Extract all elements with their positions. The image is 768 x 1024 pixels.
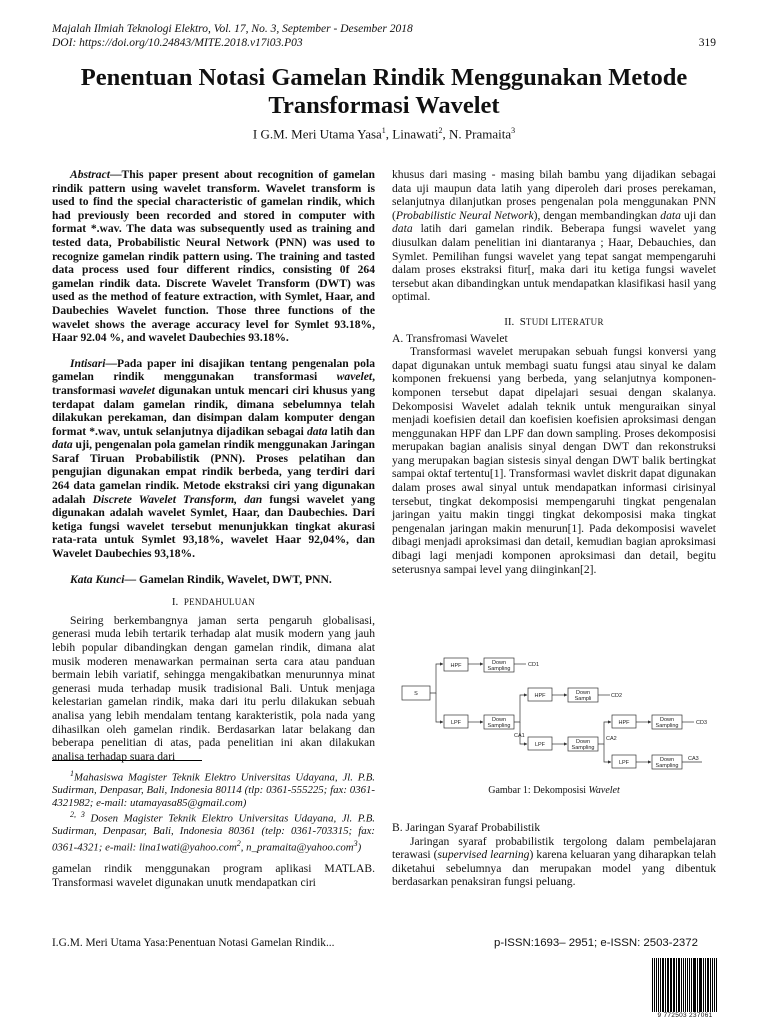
wavelet-paragraph: Transformasi wavelet merupakan sebuah fungsi konversi yang dapat digunakan untuk membagi suatu fungsi atau sinyal ke dalam komponen frekuensi yang berbeda, yang selanjutnya komponen-komponen tersebut dapat dipelajari sesuai dengan skalanya. Dekomposisi Wavelet adalah teknik untuk menguraikan sinyal menjadi koefisien detail dan koefisien koefisien aproksimasi dengan menggunakan HPF dan LPF dan down sampling. Proses dekomposisi merupakan bagian analisis sinyal dengan DWT dan rekonstruksi yang merupakan bagian sistesis sinyal dengan DWT balik bertingkat sampai oktaf tertentu[1]. Transformasi wavlet diskrit dapat digunakan dalam proses awal sinyal untuk mendapatkan informasi cirisinyal tersebut, tingkat dekomposisi mempengaruhi tingkat pengenalan jaringan yaitu makin tinggi tingkat dekomposisi maka tingkat pengenalan jaringan makin menurun[1]. Pada dekomposisi wavelet dibagi menjadi aproksimasi dan detail, kemudian bagian aproksimasi dibagi lagi menjadi komponen aproksimasi dan detail, begitu seterusnya sampai level yang diinginkan[2]. xyxy=(392,345,716,576)
intro-term: data xyxy=(392,222,413,236)
wavelet-decomposition-diagram xyxy=(398,656,718,780)
intisari-term: wavelet xyxy=(119,383,155,397)
barcode-stripe xyxy=(697,958,698,1012)
barcode-stripe xyxy=(652,958,653,1012)
intro-text: khusus dari masing - masing bilah bambu yang dijadikan sebagai data uji maupun data latih yang diperoleh dari proses perekaman, selanjutnya dilanjutkan proses pengenalan pola menggunakan PNN ( xyxy=(392,168,716,222)
intisari-term: wavelet xyxy=(336,370,373,384)
footnote-1-text: Mahasiswa Magister Teknik Elektro Universitas Udayana, Jl. P.B. Sudirman, Denpasar, Bali, Indonesia 80114 (tlp: 0361-555225; fax: 0361-4321982; e-mail: utamayasa85@gmail.com) xyxy=(52,771,375,809)
sampling-6-label: Sampling xyxy=(655,763,679,769)
barcode-stripe xyxy=(705,958,706,1012)
intro-term: data xyxy=(660,208,681,222)
section-2-title: ITERATUR xyxy=(557,316,604,327)
subsection-a-heading: A. Transfromasi Wavelet xyxy=(392,331,508,345)
abstract xyxy=(52,168,375,345)
section-2-title: S xyxy=(519,315,526,328)
barcode-stripe xyxy=(700,958,702,1012)
author-list xyxy=(40,126,728,142)
barcode-stripe xyxy=(703,958,704,1012)
footnote-2-mark: 2 xyxy=(236,838,241,848)
barcode-stripe xyxy=(714,958,715,1012)
lpf-2-label: LPF xyxy=(534,742,546,748)
author-1-affil: 1 xyxy=(381,126,386,135)
keywords-text: — Gamelan Rindik, Wavelet, DWT, PNN. xyxy=(124,572,332,586)
barcode-stripe xyxy=(699,958,700,1012)
ca2-label: CA2 xyxy=(606,736,617,742)
footnote-2-mark: 2, 3 xyxy=(70,810,85,820)
supervised-learning-term: supervised learning xyxy=(437,848,530,862)
footnote-2-text: Dosen Magister Teknik Elektro Universitas Udayana, Jl. P.B. Sudirman, Denpasar, Bali, Indonesia 80361 (telp: 0361-703315; fax: 0361-4321; e-mail: lina1wati@yahoo.com xyxy=(52,812,376,854)
author-2: , Linawati xyxy=(385,126,439,142)
intisari-term: Discrete Wavelet Transform, dan xyxy=(92,492,263,506)
barcode-stripe xyxy=(667,958,669,1012)
barcode-stripe xyxy=(716,958,717,1012)
intisari-term: data xyxy=(306,424,328,438)
footnote-rule xyxy=(52,760,202,761)
pnn-paragraph xyxy=(392,835,716,889)
barcode-stripe xyxy=(654,958,655,1012)
section-2-heading xyxy=(392,316,716,330)
author-3: , N. Pramaita xyxy=(442,126,512,142)
subsection-b-heading: B. Jaringan Syaraf Probabilistik xyxy=(392,821,541,834)
footnote-1-mark: 1 xyxy=(70,769,74,778)
barcode-stripe xyxy=(662,958,664,1012)
barcode-stripe xyxy=(681,958,682,1012)
barcode-stripe xyxy=(689,958,690,1012)
pnn-text: ) karena keluaran yang diharapkan telah diketahui sebelumnya dan merupakan model yang dibentuk berdasarkan penaksiran fungsi peluang. xyxy=(392,848,716,889)
abstract-text: —This paper present about recognition of gamelan rindik pattern using wavelet transform. Wavelet transform is used to find the special characteristic of gamelan rindik, which had previously been recorded and stored in computer with format *.wav. The data was subsequently used as training and tested data, Probabilistic Neural Network (PNN) was used to recognize gamelan rindik pattern using. The training and tasted data process used four different rindics, consisting 0f 264 gamelan rindik data. Discrete Wavelet Transform (DWT) was used as the method of feature extraction, with Symlet, Haar, and Daubechies Wavelet function. Those three functions of the wavelet shows the average accuracy level for Symlet 93.18%, Haar 92.04 %, and wavelet Daubechies 93.18%. xyxy=(52,168,375,345)
sampling-4-label: Sampling xyxy=(571,745,595,751)
barcode-bars xyxy=(652,958,718,1012)
barcode-number: 9 772503 237061 xyxy=(657,1012,713,1019)
section-1-number: I. xyxy=(171,596,179,609)
footnote-2-text: ) xyxy=(357,841,362,854)
down-3-label: Down xyxy=(575,690,591,696)
intisari-label: Intisari xyxy=(70,356,106,370)
footer-issn: p-ISSN:1693– 2951; e-ISSN: 2503-2372 xyxy=(494,937,698,949)
barcode-stripe xyxy=(685,958,687,1012)
keywords-label: Kata Kunci xyxy=(70,572,125,586)
sampling-5-label: Sampling xyxy=(655,723,679,729)
sampling-3-label: Sampli xyxy=(574,696,592,702)
issn-barcode xyxy=(652,958,718,1022)
page-number: 319 xyxy=(698,37,716,49)
intro-text: latih dari gamelan rindik. Beberapa fungsi wavelet yang diusulkan dalam penelitian ini diantaranya ; Haar, Debauchies, dan Symlet. Pemilihan fungsi wavelet yang tepat sangat mempengaruhi dalam proses ekstraksi fitur[, maka dari itu ketiga fungsi wavelet tersebut akan dibandingkan untuk mendapatkan klasifikasi hasil yang optimal. xyxy=(392,222,716,304)
left-bottom-paragraph: gamelan rindik menggunakan program aplikasi MATLAB. Transformasi wavelet digunakan unutk mendapatkan ciri xyxy=(52,862,375,889)
intisari-text: digunakan untuk mencari ciri khusus yang terdapat dalam gamelan rindik, dimana sebelumnya telah dilakukan perekaman, dan disimpan dalam komputer dengan format *.wav, untuk selanjutnya dijadikan sebagai xyxy=(52,383,376,438)
lpf-1-label: LPF xyxy=(450,720,462,726)
keywords xyxy=(52,573,375,587)
right-column xyxy=(392,168,716,576)
cd1-label: CD1 xyxy=(528,662,540,668)
footer-citation: I.G.M. Meri Utama Yasa:Penentuan Notasi Gamelan Rindik... xyxy=(52,937,335,949)
intisari-text: fungsi wavelet yang digunakan adalah wavelet Symlet, Haar, dan Daubechies. Dari ketiga fungsi wavelet tersebut menunjukkan tingkat akurasi rata-rata untuk Symlet 93,18%, wavelet Haar 92,04%, dan Wavelet Daubechies 93,18%. xyxy=(52,492,375,561)
barcode-stripe xyxy=(687,958,688,1012)
barcode-stripe xyxy=(671,958,672,1012)
barcode-stripe xyxy=(712,958,714,1012)
caption-italic: Wavelet xyxy=(588,785,620,796)
barcode-stripe xyxy=(678,958,680,1012)
footnote-2-text: , n_pramaita@yahoo.com xyxy=(240,841,354,854)
cd3-label: CD3 xyxy=(696,720,708,726)
down-5-label: Down xyxy=(659,717,675,723)
doi-text: DOI: https://doi.org/10.24843/MITE.2018.v17i03.P03 xyxy=(52,37,303,49)
footnote-2-mark: 3 xyxy=(353,838,358,848)
barcode-stripe xyxy=(665,958,666,1012)
intisari-text: —Pada paper ini disajikan tentang pengenalan pola gamelan rindik menggunakan transformasi xyxy=(52,356,375,384)
journal-name: Majalah Ilmiah Teknologi Elektro, Vol. 17, No. 3, September - Desember 2018 xyxy=(52,23,413,35)
barcode-stripe xyxy=(656,958,658,1012)
down-4-label: Down xyxy=(575,739,591,745)
section-1-title: PENDAHULUAN xyxy=(183,597,256,608)
intro-text: uji dan xyxy=(680,208,716,222)
section-2b xyxy=(392,821,716,889)
barcode-stripe xyxy=(710,958,711,1012)
lpf-3-label: LPF xyxy=(618,760,630,766)
down-2-label: Down xyxy=(491,717,507,723)
barcode-stripe xyxy=(676,958,677,1012)
hpf-2-label: HPF xyxy=(534,693,546,699)
ca1-label: CA1 xyxy=(514,733,525,739)
down-6-label: Down xyxy=(659,757,675,763)
caption-text: Gambar 1: Dekomposisi xyxy=(488,785,589,796)
sampling-2-label: Sampling xyxy=(487,723,511,729)
title-line-1: Penentuan Notasi Gamelan Rindik Menggunakan Metode xyxy=(80,64,688,91)
section-1-heading xyxy=(52,596,375,610)
sampling-1-label: Sampling xyxy=(487,666,511,672)
barcode-stripe xyxy=(670,958,671,1012)
barcode-stripe xyxy=(658,958,659,1012)
down-1-label: Down xyxy=(491,660,507,666)
author-2-affil: 2 xyxy=(438,126,443,135)
intisari xyxy=(52,357,375,561)
section-2-title: TUDI xyxy=(525,316,552,327)
intisari-text: , transformasi xyxy=(52,370,375,397)
footnotes xyxy=(52,768,375,854)
author-1: I G.M. Meri Utama Yasa xyxy=(252,126,382,142)
figure-caption xyxy=(392,785,716,796)
section-2-title: L xyxy=(551,315,558,328)
hpf-3-label: HPF xyxy=(618,720,630,726)
cd2-label: CD2 xyxy=(611,693,623,699)
author-3-affil: 3 xyxy=(511,126,516,135)
intisari-text: uji, pengenalan pola gamelan rindik menggunakan Jaringan Saraf Tiruan Probabilistik (PNN). Proses pelatihan dan pengujian digunakan empat rindik berbeda, yang terdiri dari 264 data gamelan rindik. Metode ekstraksi ciri yang digunakan adalah xyxy=(52,438,375,506)
journal-header xyxy=(52,22,413,50)
hpf-1-label: HPF xyxy=(450,663,462,669)
paper-title xyxy=(40,64,728,120)
barcode-stripe xyxy=(693,958,695,1012)
intro-continued xyxy=(392,168,716,304)
diagram-signal-label: S xyxy=(414,691,418,697)
footnote-1 xyxy=(52,768,375,809)
intro-text: ), dengan membandingkan xyxy=(533,208,661,222)
pnn-text: Jaringan syaraf probabilistik tergolong dalam pembelajaran terawasi ( xyxy=(392,834,716,862)
barcode-stripe xyxy=(683,958,684,1012)
footnote-2 xyxy=(52,809,375,854)
left-column xyxy=(52,168,375,763)
barcode-stripe xyxy=(673,958,675,1012)
title-line-2: Transformasi Wavelet xyxy=(268,92,500,119)
ca3-label: CA3 xyxy=(688,756,699,762)
intisari-text: latih dan xyxy=(327,424,375,438)
barcode-stripe xyxy=(707,958,709,1012)
intisari-term: data xyxy=(52,438,73,452)
barcode-stripe xyxy=(660,958,661,1012)
barcode-stripe xyxy=(691,958,693,1012)
intro-paragraph: Seiring berkembangnya jaman serta pengaruh globalisasi, generasi muda lebih tertarik terhadap alat musik modern yang jauh lebih popular dibandingkan dengan gamelan rindik, dimana alat musik moderen menawarkan permainan serta cara atau panduan bermain lebih variatif, sehingga mengakibatkan menurunnya minat generasi muda terhadap musik tradisional Bali. Untuk menjaga kelestarian gamelan rindik, maka dari itu perlu dilakukan sebuah analisa yang lebih mendalam tentang karakteristik, pola nada yang dihasilkan oleh gamelan rindik. Berdasarkan latar belakang dan beberapa penelitian di atas, pada penelitian ini akan dilakukan analisa terhadap suara dari xyxy=(52,613,375,763)
pnn-term: Probabilistic Neural Network xyxy=(395,208,534,222)
abstract-label: Abstract xyxy=(70,168,110,181)
section-2-number: II. xyxy=(504,315,515,328)
